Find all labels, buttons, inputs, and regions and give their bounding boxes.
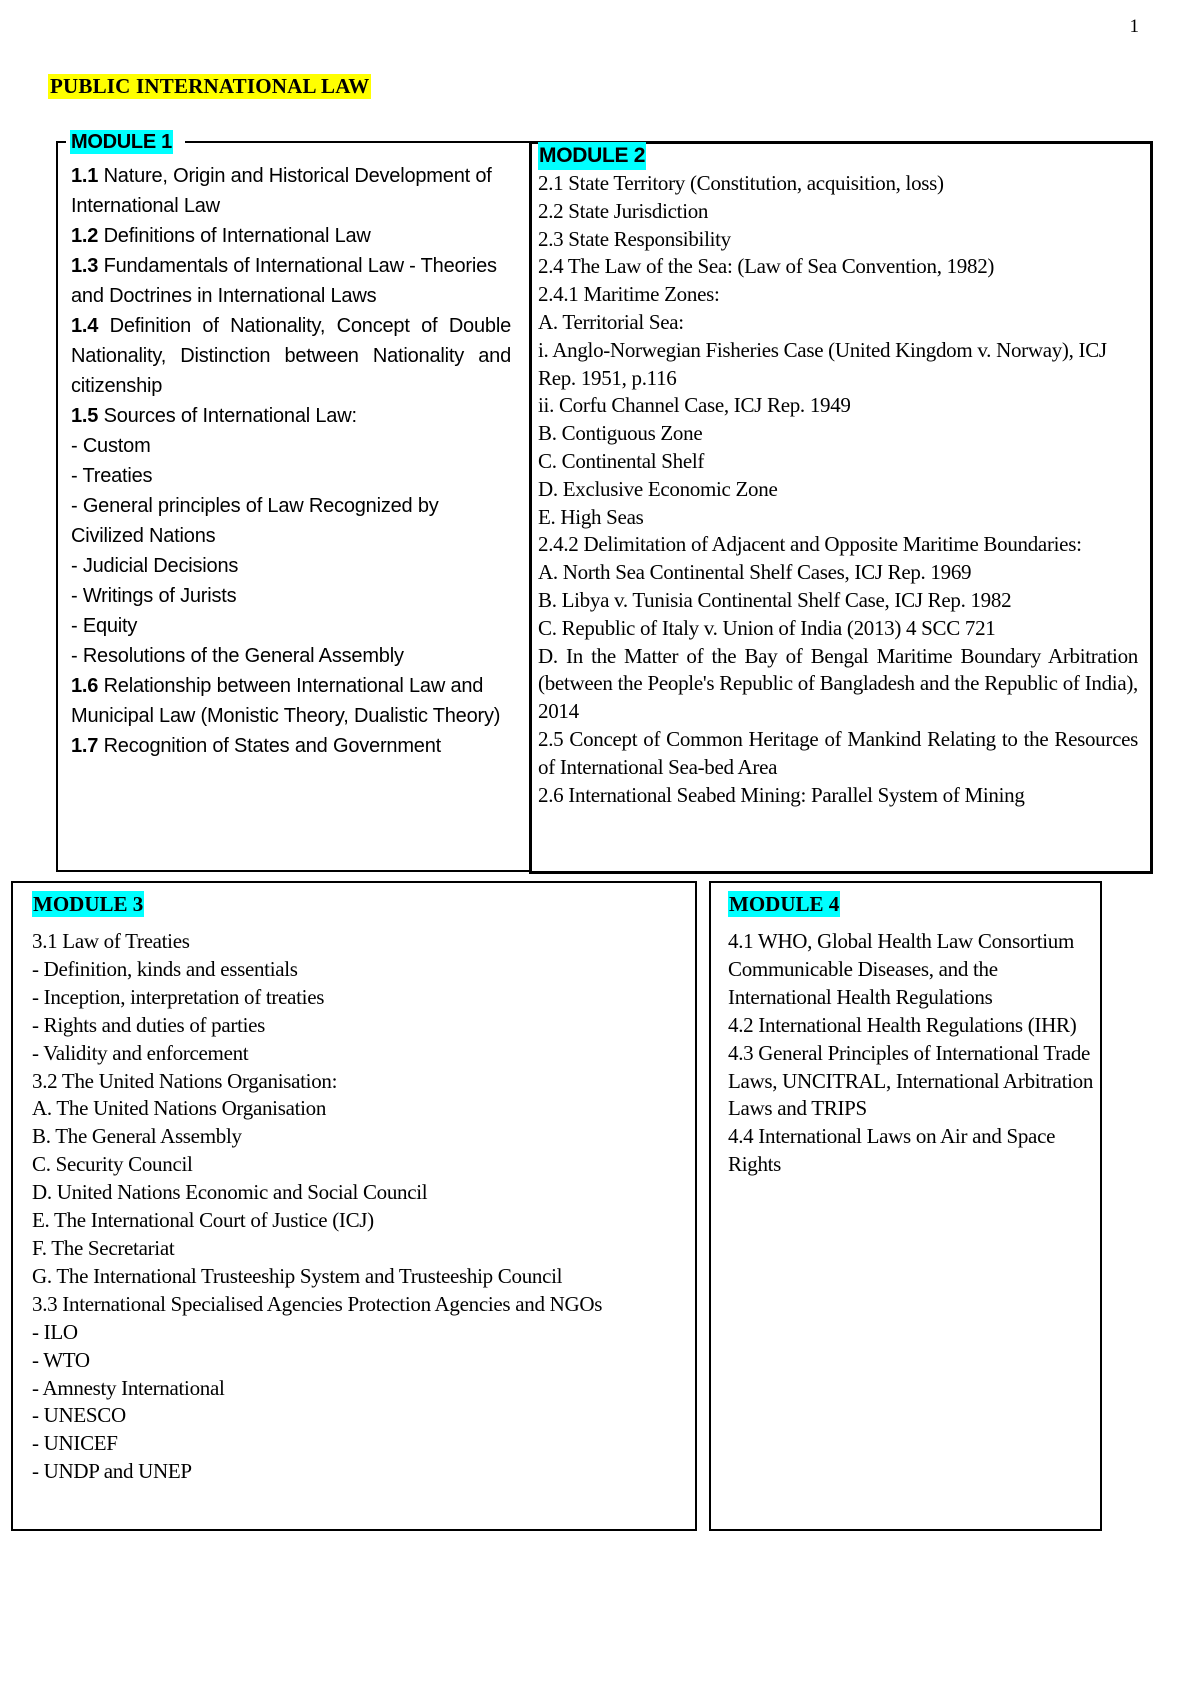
module-2-heading: MODULE 2 (538, 142, 646, 170)
module-2-box (529, 141, 1153, 874)
module-3-list (32, 928, 692, 1486)
list-item: C. Security Council (32, 1152, 193, 1177)
list-item: 4.4 International Laws on Air and Space Rights (728, 1124, 1056, 1177)
list-item: 1.3 Fundamentals of International Law - Theories and Doctrines in International Laws (71, 255, 497, 307)
list-item: - Writings of Jurists (71, 585, 237, 607)
list-item: - Inception, interpretation of treaties (32, 984, 325, 1009)
list-item: A. North Sea Continental Shelf Cases, ICJ Rep. 1969 (538, 560, 972, 585)
module-1-box (56, 131, 531, 872)
page-number: 1 (1129, 16, 1139, 37)
list-item: - Rights and duties of parties (32, 1012, 266, 1037)
list-item: D. Exclusive Economic Zone (538, 476, 778, 501)
list-item: - Resolutions of the General Assembly (71, 645, 404, 667)
list-item: 2.3 State Responsibility (538, 226, 731, 251)
list-item: 1.7 Recognition of States and Government (71, 735, 442, 757)
list-item: ii. Corfu Channel Case, ICJ Rep. 1949 (538, 393, 851, 418)
list-item: 2.2 State Jurisdiction (538, 198, 709, 223)
list-item: 4.2 International Health Regulations (IHR) (728, 1012, 1077, 1037)
list-item: - Definition, kinds and essentials (32, 956, 298, 981)
list-item: 1.4 Definition of Nationality, Concept of Double Nationality, Distinction between Nationality and citizenship (71, 315, 511, 397)
list-item: 4.1 WHO, Global Health Law Consortium Communicable Diseases, and the International Health Regulations (728, 929, 1075, 1009)
list-item: 2.4.1 Maritime Zones: (538, 282, 720, 307)
list-item: 2.5 Concept of Common Heritage of Mankind Relating to the Resources of International Sea-bed Area (538, 726, 1138, 779)
list-item: F. The Secretariat (32, 1235, 175, 1260)
list-item: - Custom (71, 435, 151, 457)
module-1-list (71, 161, 511, 761)
module-3-heading: MODULE 3 (33, 892, 144, 916)
list-item: 1.5 Sources of International Law: (71, 405, 357, 427)
list-item: - Amnesty International (32, 1375, 225, 1400)
list-item: C. Republic of Italy v. Union of India (2013) 4 SCC 721 (538, 615, 996, 640)
list-item: - Validity and enforcement (32, 1040, 249, 1065)
list-item: - Treaties (71, 465, 153, 487)
list-item: B. The General Assembly (32, 1124, 242, 1149)
box-border (185, 141, 531, 143)
list-item: 2.4 The Law of the Sea: (Law of Sea Convention, 1982) (538, 254, 995, 279)
list-item: E. High Seas (538, 504, 644, 529)
list-item: - UNESCO (32, 1403, 126, 1428)
list-item: - WTO (32, 1347, 90, 1372)
module-3-box (11, 881, 697, 1531)
list-item: - General principles of Law Recognized by Civilized Nations (71, 495, 439, 547)
module-1-heading: MODULE 1 (71, 131, 172, 153)
list-item: i. Anglo-Norwegian Fisheries Case (United Kingdom v. Norway), ICJ Rep. 1951, p.116 (538, 337, 1107, 390)
list-item: A. Territorial Sea: (538, 309, 684, 334)
list-item: 2.4.2 Delimitation of Adjacent and Opposite Maritime Boundaries: (538, 532, 1082, 557)
list-item: B. Libya v. Tunisia Continental Shelf Case, ICJ Rep. 1982 (538, 587, 1012, 612)
list-item: A. The United Nations Organisation (32, 1096, 327, 1121)
module-4-list (728, 928, 1098, 1179)
list-item: 3.3 International Specialised Agencies Protection Agencies and NGOs (32, 1291, 603, 1316)
list-item: 1.6 Relationship between International Law and Municipal Law (Monistic Theory, Dualistic Theory) (71, 675, 501, 727)
box-border (56, 141, 66, 143)
list-item: C. Continental Shelf (538, 448, 705, 473)
list-item: 3.1 Law of Treaties (32, 929, 190, 953)
list-item: D. In the Matter of the Bay of Bengal Maritime Boundary Arbitration (between the People's Republic of Bangladesh and the Republic of India), 2014 (538, 643, 1138, 724)
list-item: E. The International Court of Justice (ICJ) (32, 1208, 374, 1233)
list-item: - ILO (32, 1319, 78, 1344)
list-item: - Equity (71, 615, 138, 637)
list-item: 2.1 State Territory (Constitution, acquisition, loss) (538, 171, 944, 195)
list-item: D. United Nations Economic and Social Council (32, 1180, 428, 1205)
list-item: - Judicial Decisions (71, 555, 239, 577)
list-item: - UNDP and UNEP (32, 1459, 192, 1484)
list-item: - UNICEF (32, 1431, 118, 1456)
module-2-list (538, 170, 1138, 809)
document-title: PUBLIC INTERNATIONAL LAW (50, 74, 370, 98)
list-item: B. Contiguous Zone (538, 421, 703, 446)
list-item: 4.3 General Principles of International Trade Laws, UNCITRAL, International Arbitration Laws and TRIPS (728, 1040, 1094, 1121)
list-item: 3.2 The United Nations Organisation: (32, 1068, 338, 1093)
module-4-box (709, 881, 1102, 1531)
list-item: 2.6 International Seabed Mining: Parallel System of Mining (538, 782, 1025, 807)
list-item: 1.1 Nature, Origin and Historical Development of International Law (71, 165, 492, 217)
module-4-heading: MODULE 4 (729, 892, 840, 916)
list-item: G. The International Trusteeship System and Trusteeship Council (32, 1263, 563, 1288)
list-item: 1.2 Definitions of International Law (71, 225, 371, 247)
